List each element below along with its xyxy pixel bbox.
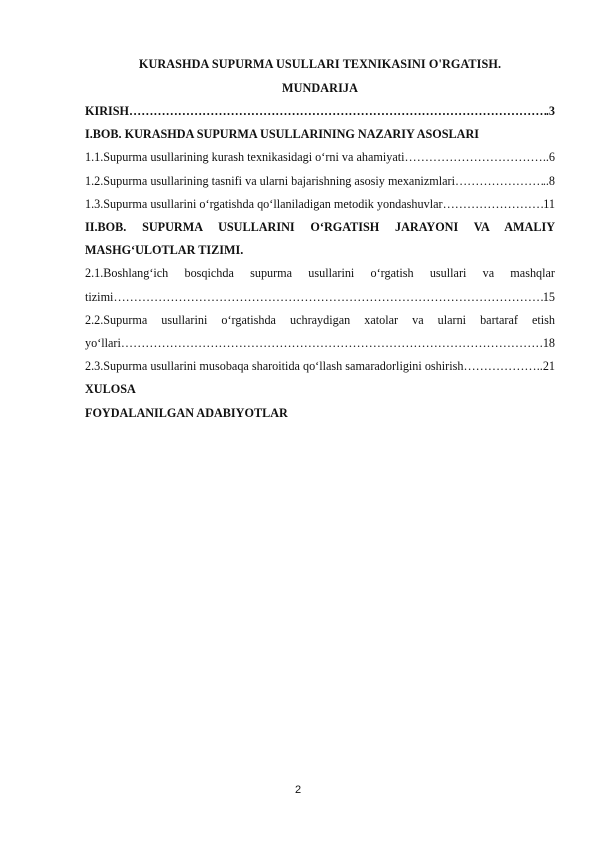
toc-heading: MUNDARIJA — [281, 81, 359, 95]
page-number: 2 — [294, 784, 302, 796]
toc-page-number: 15 — [542, 289, 555, 304]
dot-leader — [463, 355, 536, 378]
document-title: KURASHDA SUPURMA USULLARI TEXNIKASINI O'RGATISH. — [138, 57, 502, 71]
toc-entry-2-2-line-1: 2.2.Supurma usullarini o‘rgatishda uchraydigan xatolar va ularni bartaraf etish — [85, 312, 555, 327]
toc-entry-label: tizimi — [85, 289, 114, 304]
toc-entry-label: 1.1.Supurma usullarining kurash texnikasidagi o‘rni va ahamiyati — [85, 150, 405, 165]
dot-leader — [405, 146, 543, 169]
toc-entry-1-2 — [85, 170, 555, 193]
dot-leader — [113, 286, 542, 309]
toc-chapter-1: I.BOB. KURASHDA SUPURMA USULLARINING NAZARIY ASOSLARI — [85, 127, 480, 142]
toc-page-number: ..6 — [542, 150, 555, 165]
toc-entry-2-3 — [85, 355, 555, 378]
toc-entry-1-1 — [85, 146, 555, 169]
toc-entry-label: 1.2.Supurma usullarining tasnifi va ularni bajarishning asosiy mexanizmlari — [85, 173, 455, 188]
toc-chapter-2-line-2: MASHG‘ULOTLAR TIZIMI. — [85, 243, 244, 258]
dot-leader — [443, 193, 544, 216]
toc-entry-label: 1.3.Supurma usullarini o‘rgatishda qo‘llaniladigan metodik yondashuvlar — [85, 196, 443, 211]
toc-page-number: ..8 — [542, 173, 555, 188]
dot-leader — [129, 100, 546, 123]
toc-page-number: ..21 — [536, 359, 555, 374]
toc-page-number: 11 — [543, 196, 555, 211]
document-page — [85, 52, 555, 425]
toc-conclusion: XULOSA — [85, 382, 136, 397]
toc-chapter-2-line-1: II.BOB. SUPURMA USULLARINI O‘RGATISH JARAYONI VA AMALIY — [85, 220, 555, 235]
toc-entry-1-3 — [85, 193, 555, 216]
toc-references: FOYDALANILGAN ADABIYOTLAR — [85, 405, 288, 420]
toc-page-number: .18 — [539, 336, 555, 351]
toc-entry-label: yo‘llari — [85, 336, 121, 351]
dot-leader — [455, 170, 543, 193]
toc-entry-2-1-line-1: 2.1.Boshlang‘ich bosqichda supurma usullarini o‘rgatish usullari va mashqlar — [85, 266, 555, 281]
dot-leader — [121, 332, 540, 355]
toc-entry-label: 2.3.Supurma usullarini musobaqa sharoitida qo‘llash samaradorligini oshirish — [85, 359, 464, 374]
toc-entry-intro — [85, 100, 555, 123]
toc-entry-label: KIRISH — [85, 104, 130, 118]
toc-page-number: .3 — [545, 104, 555, 118]
toc-entry-2-2 — [85, 332, 555, 355]
toc-entry-2-1 — [85, 286, 555, 309]
